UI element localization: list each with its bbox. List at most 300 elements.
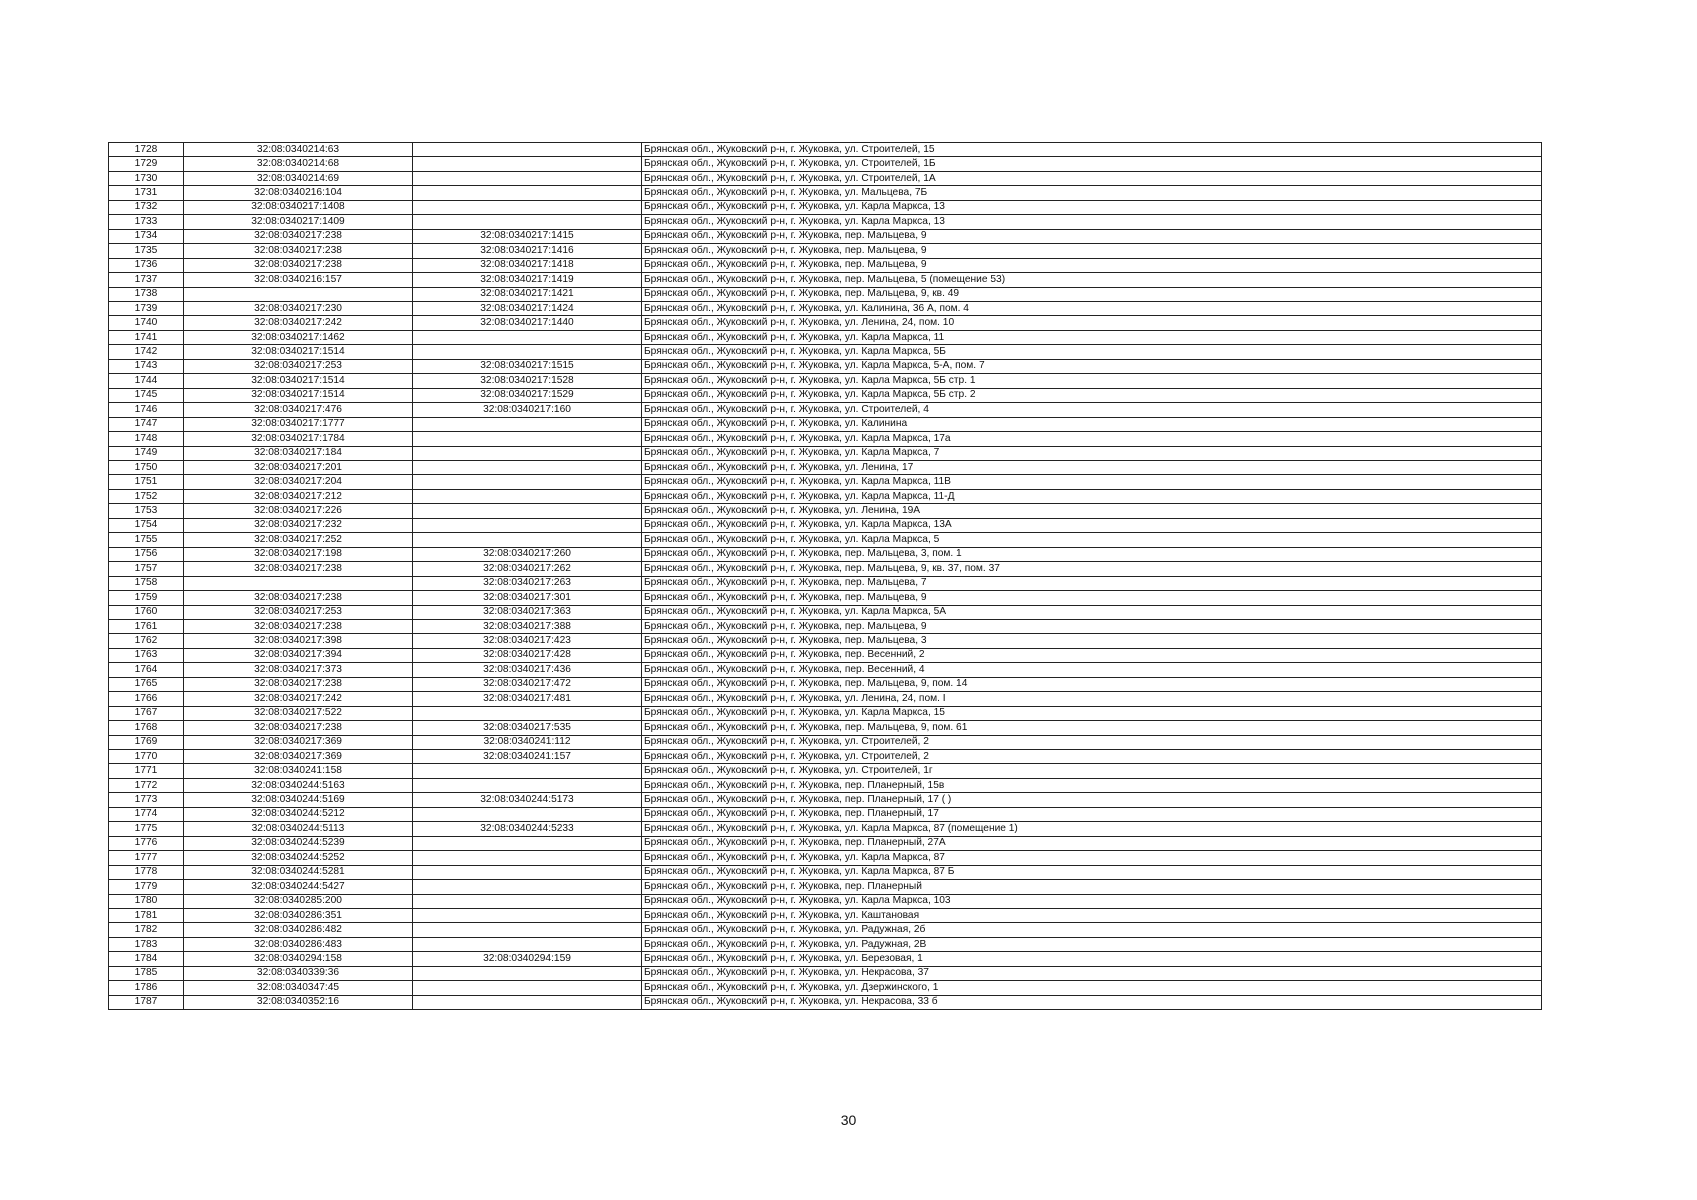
table-row — [109, 576, 1542, 590]
address-cell: Брянская обл., Жуковский р-н, г. Жуковка, ул. Карла Маркса, 13 — [642, 200, 1542, 214]
table-row — [109, 909, 1542, 923]
row-number-cell: 1785 — [109, 966, 184, 980]
cadastral-number-cell — [184, 576, 413, 590]
cadastral-number-cell: 32:08:0340217:184 — [184, 446, 413, 460]
table-row — [109, 345, 1542, 359]
object-cadastral-number-cell — [413, 171, 642, 185]
cadastral-number-cell: 32:08:0340286:351 — [184, 909, 413, 923]
cadastral-number-cell: 32:08:0340217:198 — [184, 547, 413, 561]
row-number-cell: 1779 — [109, 880, 184, 894]
cadastral-number-cell: 32:08:0340244:5163 — [184, 778, 413, 792]
cadastral-number-cell: 32:08:0340216:104 — [184, 186, 413, 200]
cadastral-number-cell: 32:08:0340214:68 — [184, 157, 413, 171]
cadastral-number-cell: 32:08:0340217:1514 — [184, 374, 413, 388]
address-cell: Брянская обл., Жуковский р-н, г. Жуковка, ул. Карла Маркса, 103 — [642, 894, 1542, 908]
address-cell: Брянская обл., Жуковский р-н, г. Жуковка, ул. Радужная, 2б — [642, 923, 1542, 937]
address-cell: Брянская обл., Жуковский р-н, г. Жуковка, ул. Карла Маркса, 5Б — [642, 345, 1542, 359]
table-row — [109, 793, 1542, 807]
table-row — [109, 186, 1542, 200]
row-number-cell: 1783 — [109, 937, 184, 951]
table-row — [109, 995, 1542, 1009]
address-cell: Брянская обл., Жуковский р-н, г. Жуковка, ул. Строителей, 2 — [642, 735, 1542, 749]
table-row — [109, 316, 1542, 330]
row-number-cell: 1766 — [109, 692, 184, 706]
object-cadastral-number-cell — [413, 923, 642, 937]
object-cadastral-number-cell — [413, 518, 642, 532]
cadastral-number-cell: 32:08:0340217:522 — [184, 706, 413, 720]
cadastral-number-cell: 32:08:0340217:1784 — [184, 432, 413, 446]
table-row — [109, 692, 1542, 706]
cadastral-number-cell: 32:08:0340352:16 — [184, 995, 413, 1009]
cadastral-number-cell: 32:08:0340217:212 — [184, 489, 413, 503]
table-row — [109, 663, 1542, 677]
object-cadastral-number-cell: 32:08:0340217:1440 — [413, 316, 642, 330]
table-row — [109, 605, 1542, 619]
cadastral-number-cell: 32:08:0340244:5239 — [184, 836, 413, 850]
row-number-cell: 1751 — [109, 475, 184, 489]
address-cell: Брянская обл., Жуковский р-н, г. Жуковка, ул. Карла Маркса, 17а — [642, 432, 1542, 446]
object-cadastral-number-cell: 32:08:0340217:160 — [413, 403, 642, 417]
cadastral-number-cell: 32:08:0340217:1462 — [184, 330, 413, 344]
table-row — [109, 981, 1542, 995]
table-row — [109, 432, 1542, 446]
row-number-cell: 1787 — [109, 995, 184, 1009]
table-row — [109, 952, 1542, 966]
row-number-cell: 1746 — [109, 403, 184, 417]
object-cadastral-number-cell: 32:08:0340217:1424 — [413, 301, 642, 315]
address-cell: Брянская обл., Жуковский р-н, г. Жуковка, пер. Планерный, 17 ( ) — [642, 793, 1542, 807]
row-number-cell: 1760 — [109, 605, 184, 619]
cadastral-number-cell: 32:08:0340286:483 — [184, 937, 413, 951]
cadastral-number-cell: 32:08:0340217:253 — [184, 359, 413, 373]
address-cell: Брянская обл., Жуковский р-н, г. Жуковка, ул. Радужная, 2В — [642, 937, 1542, 951]
address-cell: Брянская обл., Жуковский р-н, г. Жуковка, пер. Мальцева, 9, кв. 49 — [642, 287, 1542, 301]
row-number-cell: 1784 — [109, 952, 184, 966]
row-number-cell: 1761 — [109, 619, 184, 633]
address-cell: Брянская обл., Жуковский р-н, г. Жуковка, ул. Некрасова, 33 б — [642, 995, 1542, 1009]
row-number-cell: 1781 — [109, 909, 184, 923]
object-cadastral-number-cell — [413, 937, 642, 951]
object-cadastral-number-cell — [413, 489, 642, 503]
table-row — [109, 171, 1542, 185]
row-number-cell: 1775 — [109, 822, 184, 836]
table-row — [109, 374, 1542, 388]
address-cell: Брянская обл., Жуковский р-н, г. Жуковка, ул. Мальцева, 7Б — [642, 186, 1542, 200]
address-cell: Брянская обл., Жуковский р-н, г. Жуковка, ул. Каштановая — [642, 909, 1542, 923]
address-cell: Брянская обл., Жуковский р-н, г. Жуковка, пер. Мальцева, 9 — [642, 258, 1542, 272]
cadastral-number-cell: 32:08:0340217:238 — [184, 721, 413, 735]
address-cell: Брянская обл., Жуковский р-н, г. Жуковка, пер. Мальцева, 9 — [642, 591, 1542, 605]
object-cadastral-number-cell — [413, 966, 642, 980]
table-row — [109, 359, 1542, 373]
table-row — [109, 865, 1542, 879]
object-cadastral-number-cell — [413, 432, 642, 446]
row-number-cell: 1749 — [109, 446, 184, 460]
cadastral-number-cell: 32:08:0340217:238 — [184, 591, 413, 605]
object-cadastral-number-cell: 32:08:0340217:428 — [413, 648, 642, 662]
cadastral-number-cell: 32:08:0340217:1777 — [184, 417, 413, 431]
row-number-cell: 1765 — [109, 677, 184, 691]
object-cadastral-number-cell — [413, 778, 642, 792]
table-row — [109, 388, 1542, 402]
object-cadastral-number-cell — [413, 981, 642, 995]
cadastral-number-cell: 32:08:0340294:158 — [184, 952, 413, 966]
row-number-cell: 1729 — [109, 157, 184, 171]
cadastral-number-cell: 32:08:0340217:1514 — [184, 388, 413, 402]
object-cadastral-number-cell: 32:08:0340217:1418 — [413, 258, 642, 272]
address-cell: Брянская обл., Жуковский р-н, г. Жуковка, пер. Мальцева, 9 — [642, 229, 1542, 243]
address-cell: Брянская обл., Жуковский р-н, г. Жуковка, пер. Мальцева, 9 — [642, 244, 1542, 258]
address-cell: Брянская обл., Жуковский р-н, г. Жуковка, ул. Калинина, 36 А, пом. 4 — [642, 301, 1542, 315]
address-cell: Брянская обл., Жуковский р-н, г. Жуковка, ул. Карла Маркса, 13А — [642, 518, 1542, 532]
address-cell: Брянская обл., Жуковский р-н, г. Жуковка, ул. Строителей, 1г — [642, 764, 1542, 778]
cadastral-number-cell: 32:08:0340244:5252 — [184, 851, 413, 865]
address-cell: Брянская обл., Жуковский р-н, г. Жуковка, ул. Строителей, 1А — [642, 171, 1542, 185]
object-cadastral-number-cell — [413, 157, 642, 171]
object-cadastral-number-cell: 32:08:0340217:481 — [413, 692, 642, 706]
table-row — [109, 880, 1542, 894]
table-row — [109, 446, 1542, 460]
row-number-cell: 1774 — [109, 807, 184, 821]
cadastral-number-cell: 32:08:0340217:238 — [184, 677, 413, 691]
row-number-cell: 1769 — [109, 735, 184, 749]
cadastral-number-cell: 32:08:0340217:1409 — [184, 215, 413, 229]
object-cadastral-number-cell: 32:08:0340244:5233 — [413, 822, 642, 836]
address-cell: Брянская обл., Жуковский р-н, г. Жуковка, ул. Строителей, 4 — [642, 403, 1542, 417]
object-cadastral-number-cell: 32:08:0340217:1528 — [413, 374, 642, 388]
table-row — [109, 157, 1542, 171]
table-row — [109, 764, 1542, 778]
address-cell: Брянская обл., Жуковский р-н, г. Жуковка, пер. Планерный, 17 — [642, 807, 1542, 821]
table-row — [109, 460, 1542, 474]
object-cadastral-number-cell: 32:08:0340217:1529 — [413, 388, 642, 402]
row-number-cell: 1763 — [109, 648, 184, 662]
address-cell: Брянская обл., Жуковский р-н, г. Жуковка, пер. Планерный — [642, 880, 1542, 894]
object-cadastral-number-cell: 32:08:0340217:1515 — [413, 359, 642, 373]
table-row — [109, 836, 1542, 850]
row-number-cell: 1782 — [109, 923, 184, 937]
object-cadastral-number-cell: 32:08:0340217:363 — [413, 605, 642, 619]
cadastral-number-cell: 32:08:0340214:63 — [184, 143, 413, 157]
cadastral-number-cell: 32:08:0340217:369 — [184, 750, 413, 764]
cadastral-number-cell: 32:08:0340217:394 — [184, 648, 413, 662]
table-row — [109, 591, 1542, 605]
cadastral-number-cell — [184, 287, 413, 301]
object-cadastral-number-cell: 32:08:0340241:112 — [413, 735, 642, 749]
address-cell: Брянская обл., Жуковский р-н, г. Жуковка, ул. Строителей, 2 — [642, 750, 1542, 764]
table-row — [109, 923, 1542, 937]
table-row — [109, 966, 1542, 980]
object-cadastral-number-cell — [413, 330, 642, 344]
object-cadastral-number-cell: 32:08:0340294:159 — [413, 952, 642, 966]
address-cell: Брянская обл., Жуковский р-н, г. Жуковка, ул. Калинина — [642, 417, 1542, 431]
table-row — [109, 937, 1542, 951]
row-number-cell: 1767 — [109, 706, 184, 720]
address-cell: Брянская обл., Жуковский р-н, г. Жуковка, ул. Карла Маркса, 5Б стр. 1 — [642, 374, 1542, 388]
address-cell: Брянская обл., Жуковский р-н, г. Жуковка, пер. Мальцева, 3 — [642, 634, 1542, 648]
address-cell: Брянская обл., Жуковский р-н, г. Жуковка, ул. Карла Маркса, 5 — [642, 533, 1542, 547]
cadastral-number-cell: 32:08:0340217:230 — [184, 301, 413, 315]
registry-table-body — [109, 143, 1542, 1010]
table-row — [109, 330, 1542, 344]
object-cadastral-number-cell — [413, 533, 642, 547]
address-cell: Брянская обл., Жуковский р-н, г. Жуковка, ул. Карла Маркса, 5Б стр. 2 — [642, 388, 1542, 402]
object-cadastral-number-cell — [413, 143, 642, 157]
address-cell: Брянская обл., Жуковский р-н, г. Жуковка, ул. Карла Маркса, 87 — [642, 851, 1542, 865]
table-row — [109, 706, 1542, 720]
object-cadastral-number-cell: 32:08:0340217:1415 — [413, 229, 642, 243]
row-number-cell: 1750 — [109, 460, 184, 474]
table-row — [109, 215, 1542, 229]
object-cadastral-number-cell — [413, 446, 642, 460]
row-number-cell: 1731 — [109, 186, 184, 200]
row-number-cell: 1768 — [109, 721, 184, 735]
row-number-cell: 1741 — [109, 330, 184, 344]
row-number-cell: 1772 — [109, 778, 184, 792]
address-cell: Брянская обл., Жуковский р-н, г. Жуковка, ул. Карла Маркса, 5-А, пом. 7 — [642, 359, 1542, 373]
cadastral-number-cell: 32:08:0340217:238 — [184, 244, 413, 258]
address-cell: Брянская обл., Жуковский р-н, г. Жуковка, пер. Мальцева, 3, пом. 1 — [642, 547, 1542, 561]
row-number-cell: 1737 — [109, 273, 184, 287]
address-cell: Брянская обл., Жуковский р-н, г. Жуковка, ул. Карла Маркса, 15 — [642, 706, 1542, 720]
row-number-cell: 1754 — [109, 518, 184, 532]
table-row — [109, 778, 1542, 792]
cadastral-number-cell: 32:08:0340217:204 — [184, 475, 413, 489]
cadastral-number-cell: 32:08:0340217:252 — [184, 533, 413, 547]
cadastral-number-cell: 32:08:0340217:238 — [184, 229, 413, 243]
table-row — [109, 735, 1542, 749]
object-cadastral-number-cell — [413, 851, 642, 865]
row-number-cell: 1762 — [109, 634, 184, 648]
row-number-cell: 1747 — [109, 417, 184, 431]
address-cell: Брянская обл., Жуковский р-н, г. Жуковка, пер. Мальцева, 9, кв. 37, пом. 37 — [642, 562, 1542, 576]
cadastral-number-cell: 32:08:0340285:200 — [184, 894, 413, 908]
object-cadastral-number-cell — [413, 836, 642, 850]
table-row — [109, 750, 1542, 764]
row-number-cell: 1740 — [109, 316, 184, 330]
cadastral-number-cell: 32:08:0340286:482 — [184, 923, 413, 937]
object-cadastral-number-cell — [413, 186, 642, 200]
object-cadastral-number-cell — [413, 706, 642, 720]
address-cell: Брянская обл., Жуковский р-н, г. Жуковка, ул. Карла Маркса, 11-Д — [642, 489, 1542, 503]
address-cell: Брянская обл., Жуковский р-н, г. Жуковка, ул. Ленина, 19А — [642, 504, 1542, 518]
address-cell: Брянская обл., Жуковский р-н, г. Жуковка, пер. Мальцева, 9, пом. 61 — [642, 721, 1542, 735]
table-row — [109, 258, 1542, 272]
table-row — [109, 403, 1542, 417]
table-row — [109, 533, 1542, 547]
address-cell: Брянская обл., Жуковский р-н, г. Жуковка, ул. Карла Маркса, 87 (помещение 1) — [642, 822, 1542, 836]
cadastral-number-cell: 32:08:0340214:69 — [184, 171, 413, 185]
object-cadastral-number-cell — [413, 504, 642, 518]
table-row — [109, 677, 1542, 691]
table-row — [109, 822, 1542, 836]
object-cadastral-number-cell: 32:08:0340217:472 — [413, 677, 642, 691]
cadastral-number-cell: 32:08:0340217:373 — [184, 663, 413, 677]
cadastral-number-cell: 32:08:0340216:157 — [184, 273, 413, 287]
row-number-cell: 1776 — [109, 836, 184, 850]
address-cell: Брянская обл., Жуковский р-н, г. Жуковка, пер. Мальцева, 7 — [642, 576, 1542, 590]
row-number-cell: 1757 — [109, 562, 184, 576]
row-number-cell: 1773 — [109, 793, 184, 807]
cadastral-number-cell: 32:08:0340217:242 — [184, 692, 413, 706]
cadastral-number-cell: 32:08:0340217:238 — [184, 619, 413, 633]
row-number-cell: 1732 — [109, 200, 184, 214]
cadastral-number-cell: 32:08:0340217:398 — [184, 634, 413, 648]
table-row — [109, 851, 1542, 865]
object-cadastral-number-cell: 32:08:0340217:260 — [413, 547, 642, 561]
object-cadastral-number-cell: 32:08:0340217:262 — [413, 562, 642, 576]
table-row — [109, 807, 1542, 821]
row-number-cell: 1748 — [109, 432, 184, 446]
table-row — [109, 518, 1542, 532]
table-row — [109, 229, 1542, 243]
cadastral-number-cell: 32:08:0340339:36 — [184, 966, 413, 980]
address-cell: Брянская обл., Жуковский р-н, г. Жуковка, ул. Березовая, 1 — [642, 952, 1542, 966]
row-number-cell: 1745 — [109, 388, 184, 402]
object-cadastral-number-cell — [413, 345, 642, 359]
object-cadastral-number-cell — [413, 460, 642, 474]
registry-table — [108, 142, 1542, 1010]
table-row — [109, 417, 1542, 431]
address-cell: Брянская обл., Жуковский р-н, г. Жуковка, пер. Планерный, 15в — [642, 778, 1542, 792]
address-cell: Брянская обл., Жуковский р-н, г. Жуковка, ул. Карла Маркса, 11 — [642, 330, 1542, 344]
object-cadastral-number-cell: 32:08:0340217:263 — [413, 576, 642, 590]
row-number-cell: 1770 — [109, 750, 184, 764]
table-row — [109, 273, 1542, 287]
cadastral-number-cell: 32:08:0340217:1514 — [184, 345, 413, 359]
address-cell: Брянская обл., Жуковский р-н, г. Жуковка, ул. Строителей, 1Б — [642, 157, 1542, 171]
table-row — [109, 894, 1542, 908]
cadastral-number-cell: 32:08:0340217:253 — [184, 605, 413, 619]
cadastral-number-cell: 32:08:0340217:369 — [184, 735, 413, 749]
row-number-cell: 1735 — [109, 244, 184, 258]
table-row — [109, 562, 1542, 576]
object-cadastral-number-cell — [413, 995, 642, 1009]
table-row — [109, 287, 1542, 301]
object-cadastral-number-cell: 32:08:0340241:157 — [413, 750, 642, 764]
cadastral-number-cell: 32:08:0340244:5212 — [184, 807, 413, 821]
table-row — [109, 301, 1542, 315]
object-cadastral-number-cell: 32:08:0340217:423 — [413, 634, 642, 648]
address-cell: Брянская обл., Жуковский р-н, г. Жуковка, ул. Карла Маркса, 5А — [642, 605, 1542, 619]
row-number-cell: 1742 — [109, 345, 184, 359]
row-number-cell: 1764 — [109, 663, 184, 677]
object-cadastral-number-cell — [413, 417, 642, 431]
object-cadastral-number-cell — [413, 880, 642, 894]
row-number-cell: 1736 — [109, 258, 184, 272]
object-cadastral-number-cell — [413, 894, 642, 908]
address-cell: Брянская обл., Жуковский р-н, г. Жуковка, пер. Весенний, 4 — [642, 663, 1542, 677]
row-number-cell: 1778 — [109, 865, 184, 879]
page-number: 30 — [840, 1112, 857, 1128]
row-number-cell: 1738 — [109, 287, 184, 301]
cadastral-number-cell: 32:08:0340347:45 — [184, 981, 413, 995]
object-cadastral-number-cell — [413, 215, 642, 229]
object-cadastral-number-cell — [413, 909, 642, 923]
object-cadastral-number-cell — [413, 200, 642, 214]
cadastral-number-cell: 32:08:0340217:238 — [184, 258, 413, 272]
table-row — [109, 489, 1542, 503]
object-cadastral-number-cell — [413, 807, 642, 821]
cadastral-number-cell: 32:08:0340244:5169 — [184, 793, 413, 807]
object-cadastral-number-cell — [413, 764, 642, 778]
row-number-cell: 1739 — [109, 301, 184, 315]
row-number-cell: 1743 — [109, 359, 184, 373]
row-number-cell: 1755 — [109, 533, 184, 547]
table-row — [109, 475, 1542, 489]
table-row — [109, 619, 1542, 633]
row-number-cell: 1780 — [109, 894, 184, 908]
table-row — [109, 648, 1542, 662]
object-cadastral-number-cell: 32:08:0340217:388 — [413, 619, 642, 633]
object-cadastral-number-cell — [413, 865, 642, 879]
object-cadastral-number-cell: 32:08:0340217:1421 — [413, 287, 642, 301]
object-cadastral-number-cell: 32:08:0340217:436 — [413, 663, 642, 677]
object-cadastral-number-cell: 32:08:0340217:1416 — [413, 244, 642, 258]
cadastral-number-cell: 32:08:0340244:5281 — [184, 865, 413, 879]
row-number-cell: 1786 — [109, 981, 184, 995]
row-number-cell: 1728 — [109, 143, 184, 157]
cadastral-number-cell: 32:08:0340217:242 — [184, 316, 413, 330]
row-number-cell: 1753 — [109, 504, 184, 518]
cadastral-number-cell: 32:08:0340217:226 — [184, 504, 413, 518]
row-number-cell: 1733 — [109, 215, 184, 229]
row-number-cell: 1758 — [109, 576, 184, 590]
table-row — [109, 244, 1542, 258]
table-row — [109, 634, 1542, 648]
cadastral-number-cell: 32:08:0340217:232 — [184, 518, 413, 532]
table-row — [109, 721, 1542, 735]
address-cell: Брянская обл., Жуковский р-н, г. Жуковка, ул. Дзержинского, 1 — [642, 981, 1542, 995]
row-number-cell: 1756 — [109, 547, 184, 561]
address-cell: Брянская обл., Жуковский р-н, г. Жуковка, ул. Карла Маркса, 11В — [642, 475, 1542, 489]
row-number-cell: 1752 — [109, 489, 184, 503]
object-cadastral-number-cell: 32:08:0340217:535 — [413, 721, 642, 735]
address-cell: Брянская обл., Жуковский р-н, г. Жуковка, ул. Ленина, 24, пом. I — [642, 692, 1542, 706]
table-row — [109, 504, 1542, 518]
cadastral-number-cell: 32:08:0340217:238 — [184, 562, 413, 576]
cadastral-number-cell: 32:08:0340244:5427 — [184, 880, 413, 894]
address-cell: Брянская обл., Жуковский р-н, г. Жуковка, ул. Строителей, 15 — [642, 143, 1542, 157]
object-cadastral-number-cell: 32:08:0340244:5173 — [413, 793, 642, 807]
address-cell: Брянская обл., Жуковский р-н, г. Жуковка, ул. Ленина, 24, пом. 10 — [642, 316, 1542, 330]
address-cell: Брянская обл., Жуковский р-н, г. Жуковка, пер. Мальцева, 5 (помещение 53) — [642, 273, 1542, 287]
row-number-cell: 1759 — [109, 591, 184, 605]
object-cadastral-number-cell: 32:08:0340217:1419 — [413, 273, 642, 287]
address-cell: Брянская обл., Жуковский р-н, г. Жуковка, пер. Мальцева, 9 — [642, 619, 1542, 633]
object-cadastral-number-cell: 32:08:0340217:301 — [413, 591, 642, 605]
address-cell: Брянская обл., Жуковский р-н, г. Жуковка, ул. Ленина, 17 — [642, 460, 1542, 474]
row-number-cell: 1734 — [109, 229, 184, 243]
object-cadastral-number-cell — [413, 475, 642, 489]
address-cell: Брянская обл., Жуковский р-н, г. Жуковка, ул. Карла Маркса, 13 — [642, 215, 1542, 229]
address-cell: Брянская обл., Жуковский р-н, г. Жуковка, пер. Планерный, 27А — [642, 836, 1542, 850]
address-cell: Брянская обл., Жуковский р-н, г. Жуковка, пер. Весенний, 2 — [642, 648, 1542, 662]
cadastral-number-cell: 32:08:0340244:5113 — [184, 822, 413, 836]
table-row — [109, 547, 1542, 561]
address-cell: Брянская обл., Жуковский р-н, г. Жуковка, пер. Мальцева, 9, пом. 14 — [642, 677, 1542, 691]
address-cell: Брянская обл., Жуковский р-н, г. Жуковка, ул. Карла Маркса, 87 Б — [642, 865, 1542, 879]
address-cell: Брянская обл., Жуковский р-н, г. Жуковка, ул. Некрасова, 37 — [642, 966, 1542, 980]
cadastral-number-cell: 32:08:0340217:201 — [184, 460, 413, 474]
row-number-cell: 1744 — [109, 374, 184, 388]
row-number-cell: 1730 — [109, 171, 184, 185]
address-cell: Брянская обл., Жуковский р-н, г. Жуковка, ул. Карла Маркса, 7 — [642, 446, 1542, 460]
cadastral-number-cell: 32:08:0340217:1408 — [184, 200, 413, 214]
cadastral-number-cell: 32:08:0340217:476 — [184, 403, 413, 417]
row-number-cell: 1771 — [109, 764, 184, 778]
cadastral-number-cell: 32:08:0340241:158 — [184, 764, 413, 778]
